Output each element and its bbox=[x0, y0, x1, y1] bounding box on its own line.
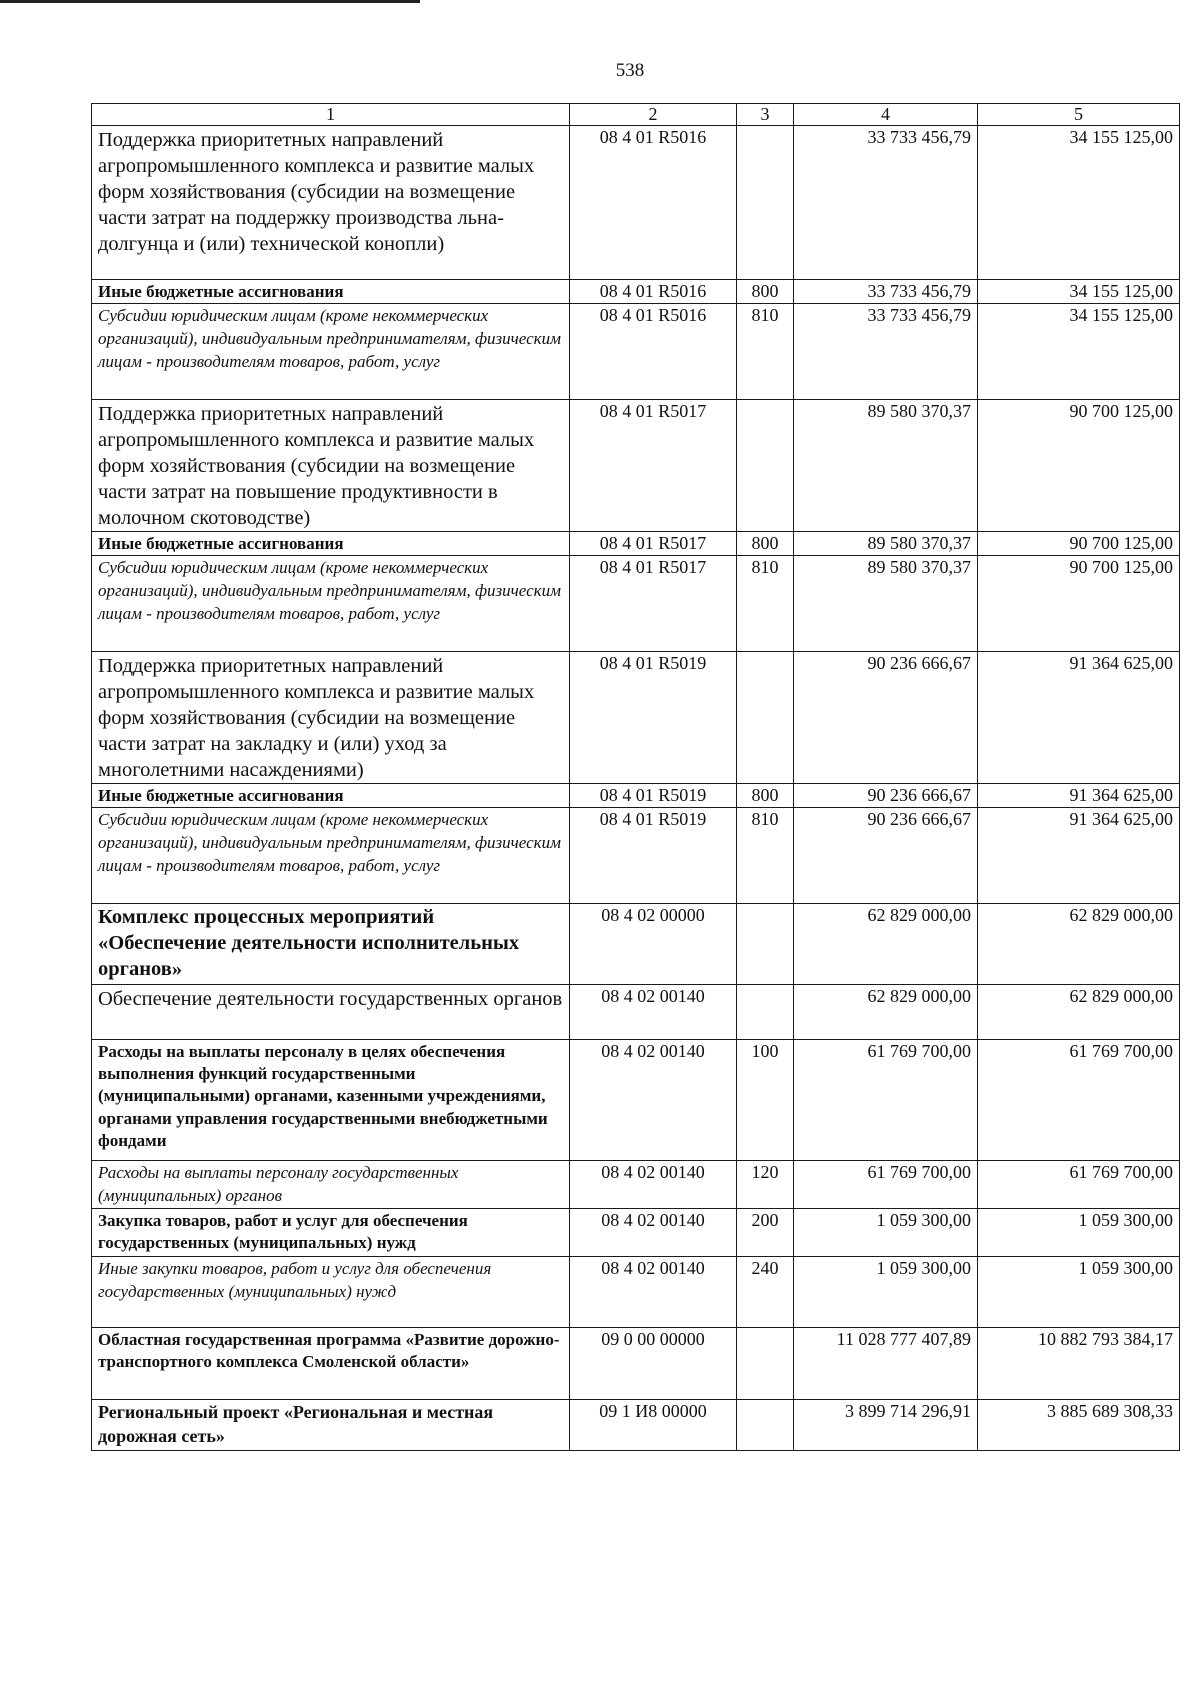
row-expense-type bbox=[737, 1328, 794, 1400]
page-number: 538 bbox=[615, 60, 645, 81]
table-row bbox=[92, 985, 1180, 1040]
scan-edge-line bbox=[0, 0, 420, 3]
row-code: 08 4 01 R5016 bbox=[570, 303, 737, 399]
row-name: Расходы на выплаты персоналу в целях обеспечения выполнения функций государственными (муниципальными) органами, казенными учреждениями, органами управления государственными внебюджетными фондами bbox=[92, 1040, 570, 1161]
row-expense-type bbox=[737, 399, 794, 531]
row-amount-1: 3 899 714 296,91 bbox=[794, 1400, 978, 1451]
table-row bbox=[92, 904, 1180, 985]
table-row bbox=[92, 1040, 1180, 1161]
row-name: Поддержка приоритетных направлений агропромышленного комплекса и развитие малых форм хозяйствования (субсидии на возмещение части затрат на поддержку производства льна-долгунца и (или) технической конопли) bbox=[92, 125, 570, 279]
row-amount-1: 1 059 300,00 bbox=[794, 1209, 978, 1257]
row-name: Закупка товаров, работ и услуг для обеспечения государственных (муниципальных) нужд bbox=[92, 1209, 570, 1257]
row-code: 08 4 01 R5019 bbox=[570, 808, 737, 904]
table-row bbox=[92, 399, 1180, 531]
row-amount-1: 62 829 000,00 bbox=[794, 985, 978, 1040]
row-code: 08 4 02 00140 bbox=[570, 1257, 737, 1328]
row-expense-type bbox=[737, 1400, 794, 1451]
table-row bbox=[92, 1209, 1180, 1257]
row-expense-type: 120 bbox=[737, 1161, 794, 1209]
table-row bbox=[92, 652, 1180, 784]
row-amount-2: 61 769 700,00 bbox=[978, 1161, 1180, 1209]
row-amount-1: 33 733 456,79 bbox=[794, 303, 978, 399]
row-expense-type: 200 bbox=[737, 1209, 794, 1257]
table-row bbox=[92, 531, 1180, 555]
row-amount-1: 89 580 370,37 bbox=[794, 399, 978, 531]
row-expense-type: 810 bbox=[737, 808, 794, 904]
row-expense-type bbox=[737, 985, 794, 1040]
row-amount-2: 34 155 125,00 bbox=[978, 125, 1180, 279]
row-code: 08 4 01 R5016 bbox=[570, 279, 737, 303]
row-code: 09 0 00 00000 bbox=[570, 1328, 737, 1400]
row-code: 08 4 02 00140 bbox=[570, 1040, 737, 1161]
row-expense-type bbox=[737, 125, 794, 279]
row-name: Областная государственная программа «Развитие дорожно-транспортного комплекса Смоленской области» bbox=[92, 1328, 570, 1400]
table-row bbox=[92, 784, 1180, 808]
row-name: Субсидии юридическим лицам (кроме некоммерческих организаций), индивидуальным предпринимателям, физическим лицам - производителям товаров, работ, услуг bbox=[92, 303, 570, 399]
row-expense-type: 800 bbox=[737, 531, 794, 555]
row-amount-2: 90 700 125,00 bbox=[978, 531, 1180, 555]
row-amount-1: 61 769 700,00 bbox=[794, 1161, 978, 1209]
row-amount-2: 91 364 625,00 bbox=[978, 808, 1180, 904]
row-expense-type: 810 bbox=[737, 303, 794, 399]
header-col-2: 2 bbox=[570, 104, 737, 126]
row-expense-type: 800 bbox=[737, 279, 794, 303]
row-code: 08 4 02 00140 bbox=[570, 1209, 737, 1257]
row-amount-2: 3 885 689 308,33 bbox=[978, 1400, 1180, 1451]
row-name: Расходы на выплаты персоналу государственных (муниципальных) органов bbox=[92, 1161, 570, 1209]
row-amount-2: 62 829 000,00 bbox=[978, 904, 1180, 985]
row-name: Региональный проект «Региональная и местная дорожная сеть» bbox=[92, 1400, 570, 1451]
row-code: 08 4 02 00000 bbox=[570, 904, 737, 985]
row-name: Иные бюджетные ассигнования bbox=[92, 531, 570, 555]
row-expense-type bbox=[737, 904, 794, 985]
row-expense-type bbox=[737, 652, 794, 784]
row-amount-1: 89 580 370,37 bbox=[794, 556, 978, 652]
row-amount-2: 34 155 125,00 bbox=[978, 303, 1180, 399]
row-amount-2: 62 829 000,00 bbox=[978, 985, 1180, 1040]
row-code: 09 1 И8 00000 bbox=[570, 1400, 737, 1451]
table-row bbox=[92, 279, 1180, 303]
row-name: Поддержка приоритетных направлений агропромышленного комплекса и развитие малых форм хозяйствования (субсидии на возмещение части затрат на закладку и (или) уход за многолетними насаждениями) bbox=[92, 652, 570, 784]
row-amount-2: 1 059 300,00 bbox=[978, 1209, 1180, 1257]
row-amount-1: 62 829 000,00 bbox=[794, 904, 978, 985]
row-name: Поддержка приоритетных направлений агропромышленного комплекса и развитие малых форм хозяйствования (субсидии на возмещение части затрат на повышение продуктивности в молочном скотоводстве) bbox=[92, 399, 570, 531]
row-expense-type: 800 bbox=[737, 784, 794, 808]
table-row bbox=[92, 1161, 1180, 1209]
row-code: 08 4 01 R5019 bbox=[570, 652, 737, 784]
table-row bbox=[92, 808, 1180, 904]
row-code: 08 4 02 00140 bbox=[570, 1161, 737, 1209]
row-amount-2: 34 155 125,00 bbox=[978, 279, 1180, 303]
table-header-row bbox=[92, 104, 1180, 126]
row-name: Иные бюджетные ассигнования bbox=[92, 279, 570, 303]
row-code: 08 4 01 R5019 bbox=[570, 784, 737, 808]
row-amount-1: 33 733 456,79 bbox=[794, 125, 978, 279]
row-code: 08 4 02 00140 bbox=[570, 985, 737, 1040]
row-amount-1: 11 028 777 407,89 bbox=[794, 1328, 978, 1400]
row-amount-2: 90 700 125,00 bbox=[978, 399, 1180, 531]
row-code: 08 4 01 R5017 bbox=[570, 531, 737, 555]
row-amount-1: 90 236 666,67 bbox=[794, 652, 978, 784]
row-expense-type: 100 bbox=[737, 1040, 794, 1161]
header-col-3: 3 bbox=[737, 104, 794, 126]
row-amount-1: 33 733 456,79 bbox=[794, 279, 978, 303]
table-row bbox=[92, 125, 1180, 279]
row-amount-1: 90 236 666,67 bbox=[794, 784, 978, 808]
row-name: Субсидии юридическим лицам (кроме некоммерческих организаций), индивидуальным предпринимателям, физическим лицам - производителям товаров, работ, услуг bbox=[92, 556, 570, 652]
table-row bbox=[92, 556, 1180, 652]
header-col-5: 5 bbox=[978, 104, 1180, 126]
row-amount-1: 90 236 666,67 bbox=[794, 808, 978, 904]
row-amount-2: 61 769 700,00 bbox=[978, 1040, 1180, 1161]
header-col-1: 1 bbox=[92, 104, 570, 126]
row-amount-1: 1 059 300,00 bbox=[794, 1257, 978, 1328]
row-name: Иные бюджетные ассигнования bbox=[92, 784, 570, 808]
row-name: Обеспечение деятельности государственных органов bbox=[92, 985, 570, 1040]
row-amount-2: 91 364 625,00 bbox=[978, 652, 1180, 784]
row-name: Комплекс процессных мероприятий «Обеспечение деятельности исполнительных органов» bbox=[92, 904, 570, 985]
table-row bbox=[92, 1257, 1180, 1328]
row-amount-2: 90 700 125,00 bbox=[978, 556, 1180, 652]
table-row bbox=[92, 1400, 1180, 1451]
row-expense-type: 240 bbox=[737, 1257, 794, 1328]
row-amount-2: 10 882 793 384,17 bbox=[978, 1328, 1180, 1400]
row-amount-2: 1 059 300,00 bbox=[978, 1257, 1180, 1328]
header-col-4: 4 bbox=[794, 104, 978, 126]
row-name: Иные закупки товаров, работ и услуг для обеспечения государственных (муниципальных) нужд bbox=[92, 1257, 570, 1328]
row-name: Субсидии юридическим лицам (кроме некоммерческих организаций), индивидуальным предпринимателям, физическим лицам - производителям товаров, работ, услуг bbox=[92, 808, 570, 904]
row-code: 08 4 01 R5017 bbox=[570, 399, 737, 531]
budget-table bbox=[91, 103, 1180, 1451]
table-row bbox=[92, 1328, 1180, 1400]
table-row bbox=[92, 303, 1180, 399]
row-code: 08 4 01 R5016 bbox=[570, 125, 737, 279]
row-expense-type: 810 bbox=[737, 556, 794, 652]
row-amount-1: 61 769 700,00 bbox=[794, 1040, 978, 1161]
row-amount-1: 89 580 370,37 bbox=[794, 531, 978, 555]
row-code: 08 4 01 R5017 bbox=[570, 556, 737, 652]
row-amount-2: 91 364 625,00 bbox=[978, 784, 1180, 808]
